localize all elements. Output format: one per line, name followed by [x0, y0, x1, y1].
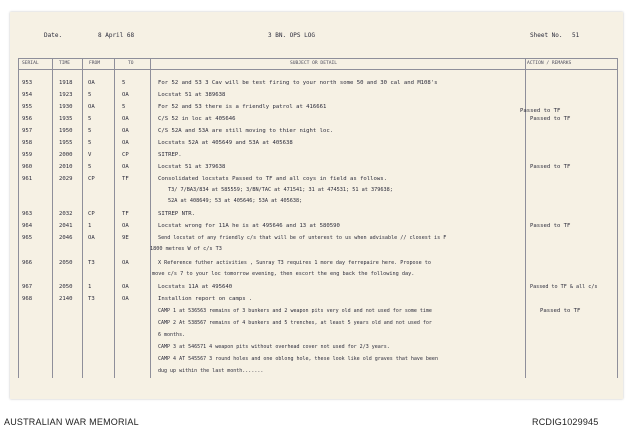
to-cell: CP [122, 152, 129, 158]
subject-cell: SITREP. [158, 152, 182, 158]
action-cell: Passed to TF [520, 108, 561, 114]
table-row [18, 223, 618, 234]
time-cell: 2140 [59, 296, 73, 302]
time-cell: 2010 [59, 164, 73, 170]
time-cell: 1923 [59, 92, 73, 98]
from-cell: 5 [88, 164, 92, 170]
time-cell: 1955 [59, 140, 73, 146]
record-id: RCDIG1029945 [532, 417, 599, 427]
to-cell: OA [122, 296, 129, 302]
from-cell: 5 [88, 128, 92, 134]
subject-cell: Locstat wrong for 11A he is at 495646 and 13 at 580590 [158, 223, 340, 229]
table-row [18, 140, 618, 151]
to-cell: 9E [122, 235, 129, 241]
serial-cell: 963 [22, 211, 33, 217]
col-header-from: FROM [89, 61, 101, 66]
subject-cell: Installion report on camps . [158, 296, 253, 302]
serial-cell: 953 [22, 80, 33, 86]
table-row [18, 235, 618, 246]
to-cell: 5 [122, 104, 126, 110]
to-cell: OA [122, 140, 129, 146]
date-label: Date. [44, 32, 63, 39]
table-row [18, 92, 618, 103]
serial-cell: 954 [22, 92, 33, 98]
action-cell: Passed to TF [530, 223, 571, 229]
action-cell: Passed to TF & all c/s [530, 284, 598, 290]
table-row [18, 260, 618, 271]
action-cell: Passed to TF [530, 164, 571, 170]
sheet-value: 51 [572, 32, 580, 39]
table-row [18, 211, 618, 222]
to-cell: 5 [122, 80, 126, 86]
to-cell: TF [122, 211, 129, 217]
subject-cell: Locstat 51 at 389638 [158, 92, 226, 98]
subject-cell: For 52 and 53 there is a friendly patrol at 416661 [158, 104, 327, 110]
serial-cell: 956 [22, 116, 33, 122]
time-cell: 2050 [59, 260, 73, 266]
time-cell: 2032 [59, 211, 73, 217]
date-value: 8 April 68 [98, 32, 135, 39]
detail-line: CAMP 1 at 536563 remains of 3 bunkers and 2 weapon pits very old and not used for some time [158, 308, 432, 314]
table-row [18, 80, 618, 91]
serial-cell: 957 [22, 128, 33, 134]
detail-line: CAMP 3 at 546571 4 weapon pits without overhead cover not used for 2/3 years. [158, 344, 390, 350]
to-cell: OA [122, 284, 129, 290]
from-cell: OA [88, 104, 95, 110]
detail-line: CAMP 4 AT 545567 3 round holes and one oblong hole, these look like old graves that have been [158, 356, 438, 362]
subject-cell: Locstats 52A at 405649 and 53A at 405638 [158, 140, 293, 146]
subject-cell: For 52 and 53 3 Cav will be test firing to your north some 50 and 30 cal and M108's [158, 80, 438, 86]
from-cell: 1 [88, 223, 92, 229]
sheet-label: Sheet No. [530, 32, 563, 39]
col-header-serial: SERIAL [22, 61, 39, 66]
detail-line: 52A at 408649; 53 at 405646; 53A at 405638; [168, 198, 303, 204]
serial-cell: 960 [22, 164, 33, 170]
table-row [18, 284, 618, 295]
detail-line: T3/ 7/BA3/834 at 585559; 3/BN/TAC at 471541; 31 at 474531; 51 at 379638; [168, 187, 393, 193]
serial-cell: 961 [22, 176, 33, 182]
col-header-time: TIME [59, 61, 71, 66]
time-cell: 2041 [59, 223, 73, 229]
serial-cell: 958 [22, 140, 33, 146]
to-cell: OA [122, 223, 129, 229]
detail-line: 6 months. [158, 332, 186, 338]
table-row [18, 116, 618, 127]
header-bottom-rule [18, 69, 618, 70]
to-cell: OA [122, 92, 129, 98]
detail-line: dug up within the last month....... [158, 368, 264, 374]
to-cell: OA [122, 164, 129, 170]
from-cell: T3 [88, 296, 95, 302]
time-cell: 2046 [59, 235, 73, 241]
table-row [18, 164, 618, 175]
serial-cell: 964 [22, 223, 33, 229]
from-cell: V [88, 152, 92, 158]
serial-cell: 968 [22, 296, 33, 302]
col-header-to: TO [128, 61, 134, 66]
subject-cell: X Reference futher activities , Sunray T3 requires 1 more day ferrepaire here. Propose to [158, 260, 431, 266]
col-header-action: ACTION / REMARKS [527, 61, 572, 66]
serial-cell: 967 [22, 284, 33, 290]
table-row [18, 104, 618, 115]
from-cell: 5 [88, 92, 92, 98]
to-cell: TF [122, 176, 129, 182]
to-cell: OA [122, 260, 129, 266]
from-cell: CP [88, 211, 95, 217]
detail-line: move c/s 7 to your loc tomorrow evening, then escort the eng back the following day. [152, 271, 415, 277]
document-page [10, 12, 623, 399]
from-cell: 5 [88, 116, 92, 122]
from-cell: 1 [88, 284, 92, 290]
time-cell: 1935 [59, 116, 73, 122]
to-cell: OA [122, 128, 129, 134]
serial-cell: 955 [22, 104, 33, 110]
table-row [18, 128, 618, 139]
time-cell: 1930 [59, 104, 73, 110]
action-cell: Passed to TF [530, 116, 571, 122]
action-cell: Passed to TF [540, 308, 581, 314]
subject-cell: Send locstat of any friendly c/s that will be of unterest to us when advisable // closest is F [158, 235, 447, 241]
subject-cell: Locstats 11A at 495640 [158, 284, 233, 290]
table-row [18, 152, 618, 163]
detail-line: 1800 metres W of c/s T3 [150, 246, 222, 252]
serial-cell: 959 [22, 152, 33, 158]
from-cell: OA [88, 80, 95, 86]
time-cell: 2000 [59, 152, 73, 158]
col-header-subject: SUBJECT OR DETAIL [290, 61, 338, 66]
serial-cell: 965 [22, 235, 33, 241]
from-cell: 5 [88, 140, 92, 146]
log-title: 3 BN. OPS LOG [268, 32, 315, 39]
to-cell: OA [122, 116, 129, 122]
subject-cell: Consolidated locstats Passed to TF and all coys in field as follows. [158, 176, 388, 182]
time-cell: 1918 [59, 80, 73, 86]
subject-cell: C/S 52A and 53A are still moving to thier night loc. [158, 128, 334, 134]
from-cell: OA [88, 235, 95, 241]
detail-line: CAMP 2 At 538567 remains of 4 bunkers and 5 trenches, at least 5 years old and not used for [158, 320, 432, 326]
from-cell: T3 [88, 260, 95, 266]
archive-credit: AUSTRALIAN WAR MEMORIAL [4, 417, 139, 427]
table-top-rule [18, 58, 618, 59]
time-cell: 2050 [59, 284, 73, 290]
subject-cell: Locstat 51 at 379638 [158, 164, 226, 170]
subject-cell: SITREP NTR. [158, 211, 196, 217]
table-row [18, 296, 618, 307]
table-row [18, 176, 618, 187]
from-cell: CP [88, 176, 95, 182]
subject-cell: C/S 52 in loc at 405646 [158, 116, 236, 122]
time-cell: 2029 [59, 176, 73, 182]
time-cell: 1950 [59, 128, 73, 134]
serial-cell: 966 [22, 260, 33, 266]
